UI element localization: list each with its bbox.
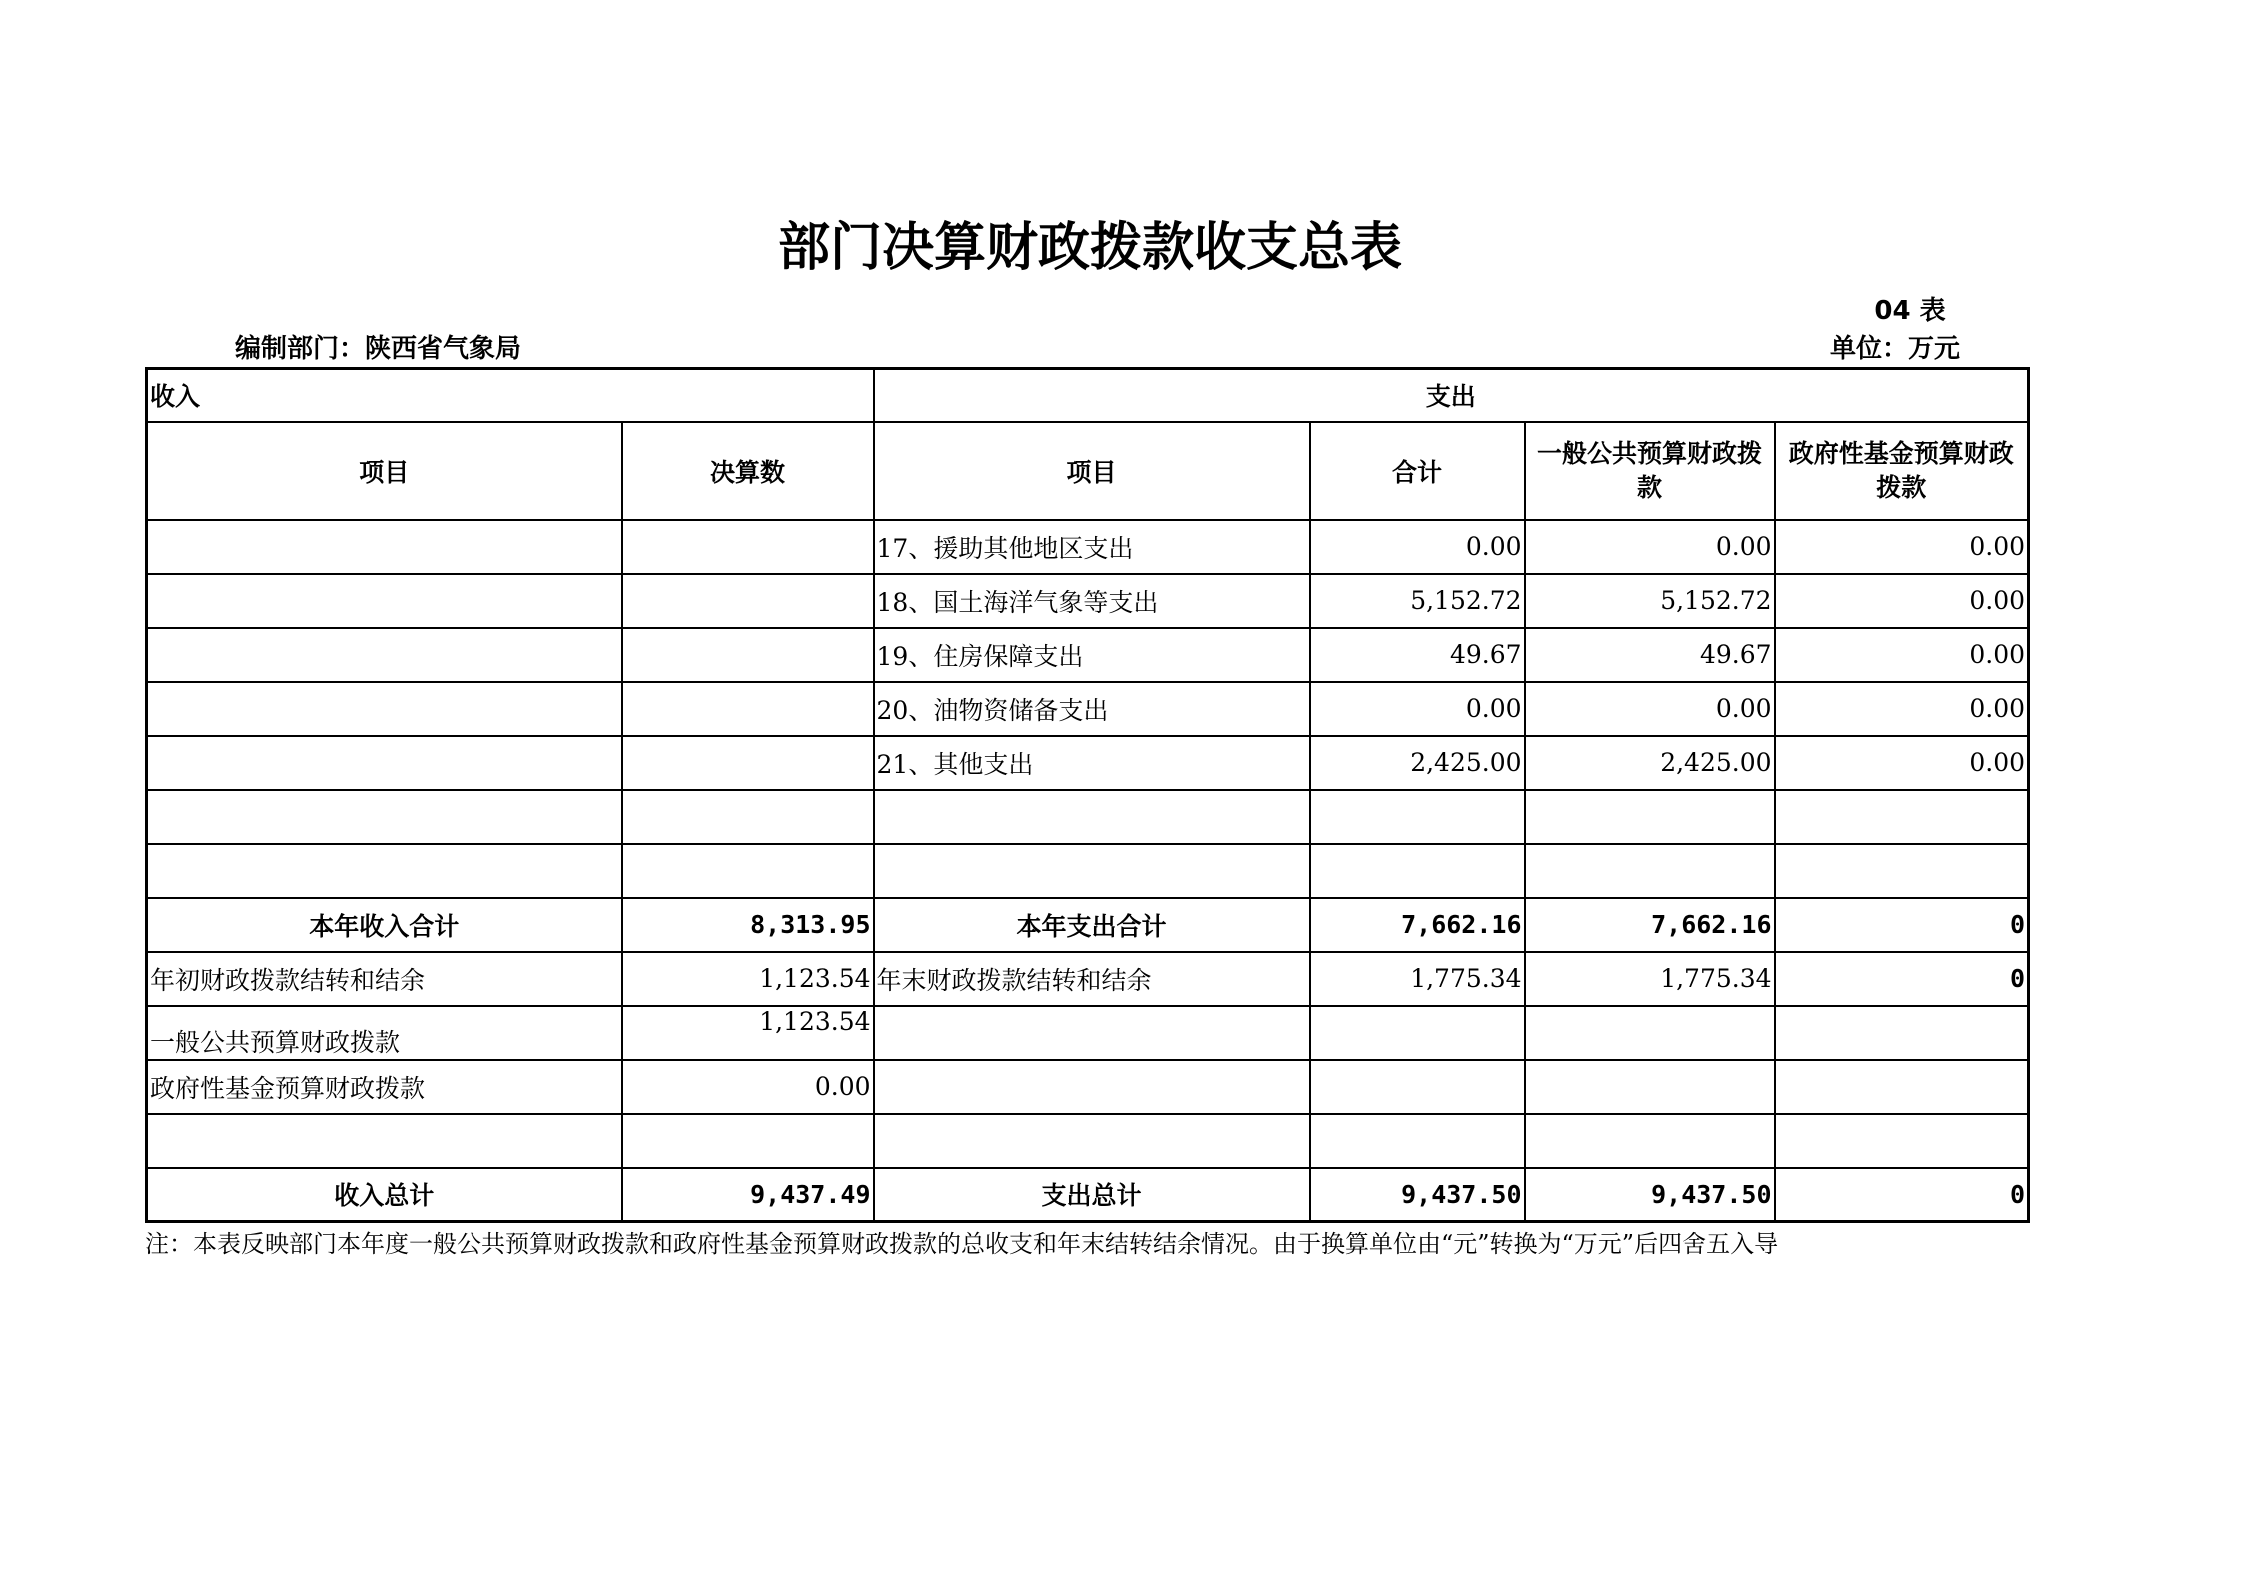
expense-general: 0.00: [1525, 520, 1775, 574]
expense-general: 49.67: [1525, 628, 1775, 682]
year-income-total-value: 8,313.95: [622, 898, 874, 952]
expense-total: 0.00: [1310, 520, 1525, 574]
column-header-row: [147, 422, 2029, 520]
carryover-expense-general: 1,775.34: [1525, 952, 1775, 1006]
expense-general: 5,152.72: [1525, 574, 1775, 628]
empty-row: [147, 790, 2029, 844]
general-budget-row: [147, 1006, 2029, 1060]
year-expense-general-value: 7,662.16: [1525, 898, 1775, 952]
grand-income-total-value: 9,437.49: [622, 1168, 874, 1222]
expense-item: 20、油物资储备支出: [874, 682, 1310, 736]
expense-total: 0.00: [1310, 682, 1525, 736]
general-budget-header: 一般公共预算财政拨款: [1525, 422, 1775, 520]
table-row: [147, 736, 2029, 790]
expense-fund: 0.00: [1775, 520, 2029, 574]
year-total-row: [147, 898, 2029, 952]
expense-total: 5,152.72: [1310, 574, 1525, 628]
year-income-total-label: 本年收入合计: [147, 898, 622, 952]
table-row: [147, 574, 2029, 628]
section-header-row: [147, 369, 2029, 422]
department-label: 编制部门：陕西省气象局: [235, 334, 522, 364]
grand-total-row: [147, 1168, 2029, 1222]
budget-table: [145, 367, 2030, 1223]
grand-expense-general-value: 9,437.50: [1525, 1168, 1775, 1222]
expense-item: 17、援助其他地区支出: [874, 520, 1310, 574]
expense-item-header: 项目: [874, 422, 1310, 520]
table-row: [147, 628, 2029, 682]
grand-income-total-label: 收入总计: [147, 1168, 622, 1222]
carryover-expense-total: 1,775.34: [1310, 952, 1525, 1006]
expense-item: 21、其他支出: [874, 736, 1310, 790]
expense-general: 2,425.00: [1525, 736, 1775, 790]
expense-item: 19、住房保障支出: [874, 628, 1310, 682]
empty-row: [147, 844, 2029, 898]
table-row: [147, 520, 2029, 574]
carryover-income-value: 1,123.54: [622, 952, 874, 1006]
carryover-income-label: 年初财政拨款结转和结余: [147, 952, 622, 1006]
unit-label: 单位：万元: [1830, 334, 1961, 364]
expense-fund: 0.00: [1775, 682, 2029, 736]
expense-fund: 0.00: [1775, 574, 2029, 628]
expense-total: 49.67: [1310, 628, 1525, 682]
empty-row: [147, 1114, 2029, 1168]
grand-expense-total-value: 9,437.50: [1310, 1168, 1525, 1222]
income-amount-header: 决算数: [622, 422, 874, 520]
fund-budget-header: 政府性基金预算财政拨款: [1775, 422, 2029, 520]
page-title: 部门决算财政拨款收支总表: [777, 218, 1402, 278]
year-expense-total-label: 本年支出合计: [874, 898, 1310, 952]
income-section-header: 收入: [147, 369, 874, 422]
footnote: 注：本表反映部门本年度一般公共预算财政拨款和政府性基金预算财政拨款的总收支和年末结转结余情况。由于换算单位由“元”转换为“万元”后四舍五入导: [145, 1230, 1779, 1258]
carryover-row: [147, 952, 2029, 1006]
expense-fund: 0.00: [1775, 736, 2029, 790]
general-budget-value: 1,123.54: [622, 1006, 874, 1060]
expense-total: 2,425.00: [1310, 736, 1525, 790]
year-expense-fund-value: 0: [1775, 898, 2029, 952]
expense-total-header: 合计: [1310, 422, 1525, 520]
sheet-number: 04 表: [1874, 296, 1946, 326]
expense-fund: 0.00: [1775, 628, 2029, 682]
grand-expense-fund-value: 0: [1775, 1168, 2029, 1222]
fund-budget-label: 政府性基金预算财政拨款: [147, 1060, 622, 1114]
grand-expense-total-label: 支出总计: [874, 1168, 1310, 1222]
income-item-header: 项目: [147, 422, 622, 520]
fund-budget-row: [147, 1060, 2029, 1114]
expense-item: 18、国土海洋气象等支出: [874, 574, 1310, 628]
carryover-expense-label: 年末财政拨款结转和结余: [874, 952, 1310, 1006]
year-expense-total-value: 7,662.16: [1310, 898, 1525, 952]
fund-budget-value: 0.00: [622, 1060, 874, 1114]
expense-section-header: 支出: [874, 369, 2029, 422]
general-budget-label: 一般公共预算财政拨款: [147, 1006, 622, 1060]
expense-general: 0.00: [1525, 682, 1775, 736]
table-row: [147, 682, 2029, 736]
carryover-expense-fund: 0: [1775, 952, 2029, 1006]
